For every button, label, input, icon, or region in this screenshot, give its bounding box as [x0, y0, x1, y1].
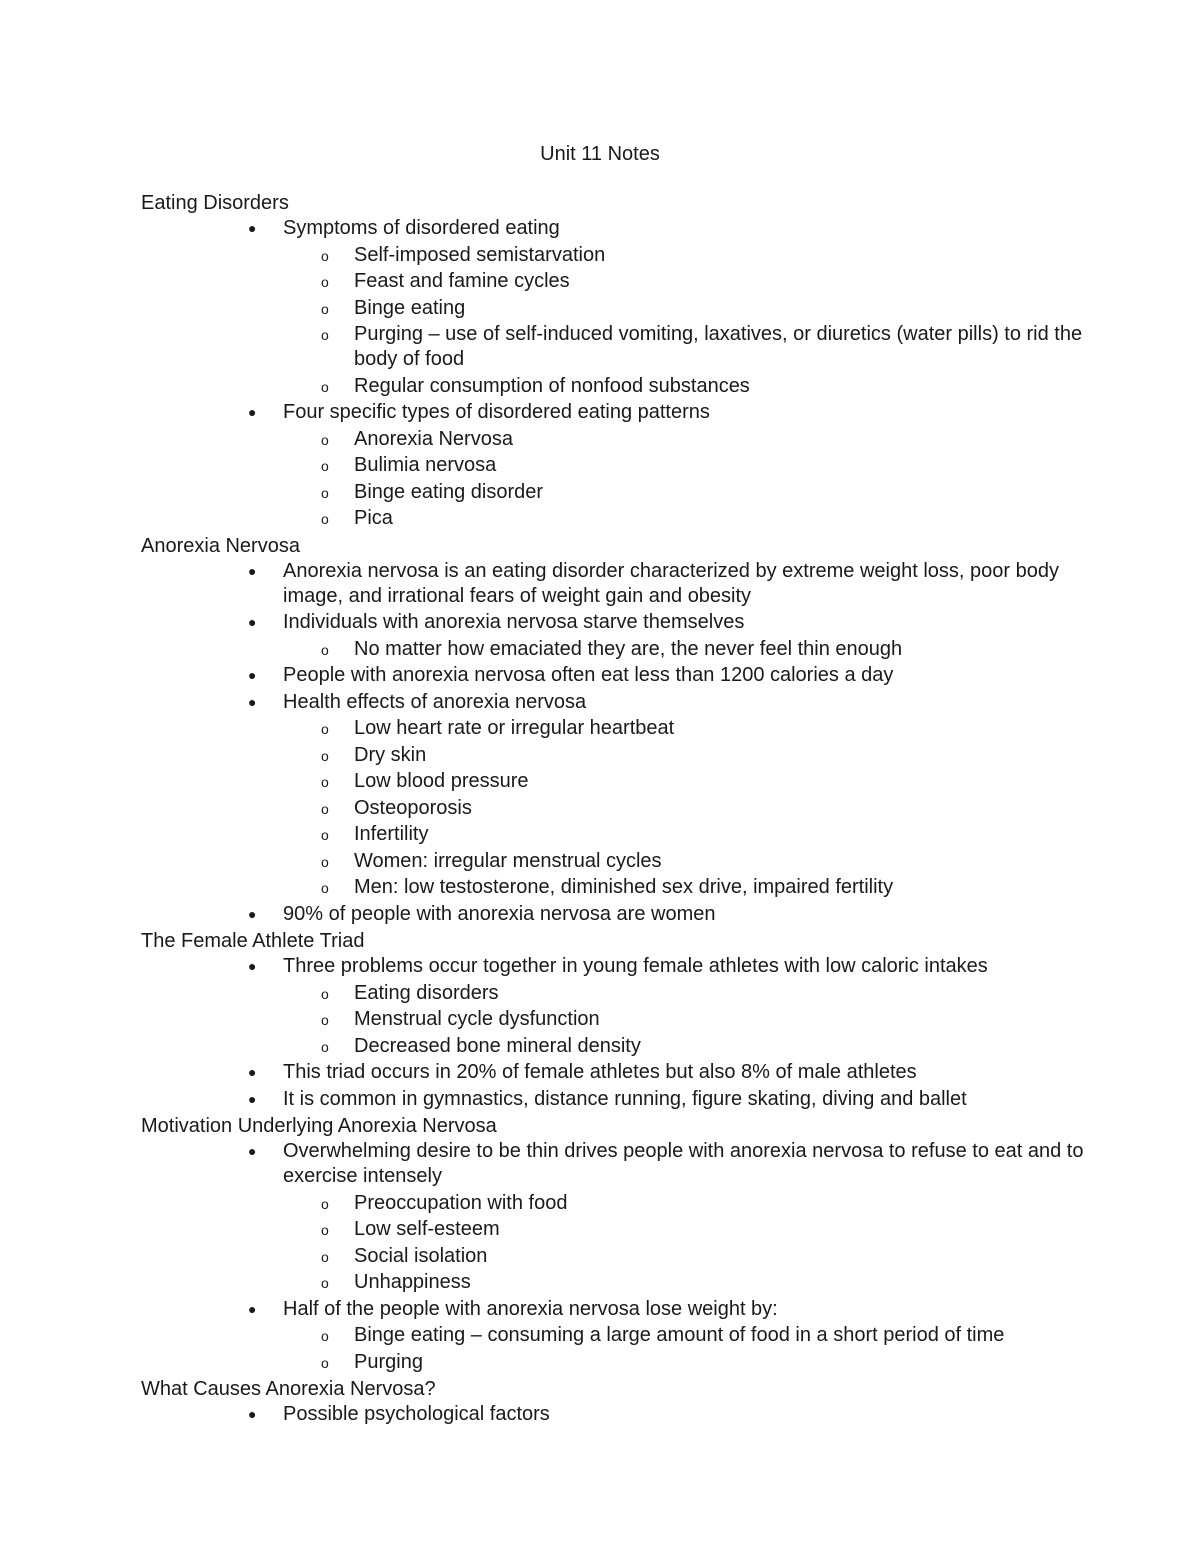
bullet-list: [141, 1139, 1101, 1375]
list-item: [141, 1139, 1101, 1189]
sub-list-item-text: Purging – use of self-induced vomiting, laxatives, or diuretics (water pills) to rid the body of food: [354, 323, 1083, 370]
bullet-icon: ●: [248, 905, 257, 922]
sub-list-item: [283, 427, 1101, 452]
circle-bullet-icon: o: [321, 511, 329, 527]
sub-list-item-text: Low self-esteem: [354, 1218, 500, 1240]
sub-list-item-text: Women: irregular menstrual cycles: [354, 849, 662, 872]
list-item-text: Half of the people with anorexia nervosa lose weight by:: [283, 1297, 778, 1320]
list-item-text: Health effects of anorexia nervosa: [283, 690, 587, 713]
bullet-icon: ●: [248, 667, 257, 683]
list-item: [141, 1060, 1101, 1085]
sub-list-container: [141, 243, 1101, 399]
sub-list-item-text: Bulimia nervosa: [354, 454, 497, 476]
sub-list-item: [283, 1007, 1101, 1032]
sub-list-item-text: Self-imposed semistarvation: [354, 243, 606, 266]
list-item: [141, 400, 1101, 425]
list-item-text: Individuals with anorexia nervosa starve themselves: [283, 611, 745, 633]
notes-body: [141, 190, 1101, 1429]
circle-bullet-icon: o: [321, 378, 329, 395]
circle-bullet-icon: o: [321, 853, 329, 870]
circle-bullet-icon: o: [321, 721, 329, 737]
circle-bullet-icon: o: [321, 1195, 329, 1212]
list-item: [141, 954, 1101, 979]
list-item-text: Symptoms of disordered eating: [283, 217, 560, 239]
sub-bullet-list: [283, 427, 1101, 532]
section-heading: The Female Athlete Triad: [141, 930, 365, 952]
circle-bullet-icon: o: [321, 300, 329, 317]
list-item-text: Three problems occur together in young female athletes with low caloric intakes: [283, 955, 988, 977]
circle-bullet-icon: o: [321, 800, 329, 817]
sub-list-item: [283, 1323, 1101, 1348]
sub-list-container: [141, 716, 1101, 900]
sub-list-item-text: Low heart rate or irregular heartbeat: [354, 717, 675, 739]
bullet-icon: ●: [248, 1064, 257, 1080]
circle-bullet-icon: o: [321, 827, 329, 843]
sub-list-item: [283, 743, 1101, 768]
list-item-text: 90% of people with anorexia nervosa are women: [283, 902, 716, 925]
bullet-list: [141, 1402, 1101, 1427]
bullet-icon: ●: [248, 693, 257, 710]
sub-list-item-text: Social isolation: [354, 1244, 488, 1267]
list-item-text: People with anorexia nervosa often eat less than 1200 calories a day: [283, 664, 894, 686]
sub-list-item: [283, 1217, 1101, 1242]
sub-list-item: [283, 716, 1101, 741]
sub-bullet-list: [283, 1323, 1101, 1375]
sub-list-item: [283, 981, 1101, 1006]
section-heading: Anorexia Nervosa: [141, 534, 300, 557]
sub-list-item: [283, 269, 1101, 294]
bullet-list: [141, 559, 1101, 927]
list-item: [141, 1087, 1101, 1112]
sub-list-item: [283, 480, 1101, 505]
sub-list-item: [283, 1350, 1101, 1375]
bullet-icon: ●: [248, 1406, 257, 1422]
sub-list-item-text: Osteoporosis: [354, 796, 472, 819]
list-item-text: This triad occurs in 20% of female athletes but also 8% of male athletes: [283, 1061, 917, 1083]
sub-list-item: [283, 243, 1101, 268]
bullet-icon: ●: [248, 1300, 257, 1317]
list-item: [141, 216, 1101, 241]
bullet-icon: ●: [248, 614, 257, 630]
circle-bullet-icon: o: [321, 431, 329, 448]
sub-list-item-text: Purging: [354, 1350, 423, 1373]
circle-bullet-icon: o: [321, 1354, 329, 1371]
circle-bullet-icon: o: [321, 1012, 329, 1028]
section-heading: Motivation Underlying Anorexia Nervosa: [141, 1115, 497, 1137]
sub-list-item: [283, 296, 1101, 321]
sub-list-item: [283, 769, 1101, 794]
sub-list-item: [283, 637, 1101, 662]
circle-bullet-icon: o: [321, 247, 329, 264]
sub-list-item: [283, 1244, 1101, 1269]
sub-list-item-text: Binge eating disorder: [354, 480, 544, 503]
sub-list-item: [283, 322, 1101, 372]
sub-list-item-text: Anorexia Nervosa: [354, 427, 513, 450]
sub-list-item-text: No matter how emaciated they are, the never feel thin enough: [354, 637, 903, 660]
section-heading: Eating Disorders: [141, 192, 289, 214]
section-heading: What Causes Anorexia Nervosa?: [141, 1378, 436, 1400]
sub-list-item-text: Preoccupation with food: [354, 1191, 568, 1214]
sub-list-container: [141, 427, 1101, 532]
circle-bullet-icon: o: [321, 641, 329, 658]
list-item: [141, 1402, 1101, 1427]
list-item-text: Four specific types of disordered eating patterns: [283, 401, 710, 423]
sub-list-item-text: Regular consumption of nonfood substances: [354, 374, 750, 397]
circle-bullet-icon: o: [321, 1275, 329, 1291]
list-item-text: Overwhelming desire to be thin drives people with anorexia nervosa to refuse to eat and to exercise intensely: [283, 1140, 1084, 1187]
bullet-icon: ●: [248, 958, 257, 974]
sub-list-container: [141, 981, 1101, 1059]
circle-bullet-icon: o: [321, 880, 329, 896]
sub-list-item-text: Unhappiness: [354, 1271, 471, 1293]
list-item: [141, 610, 1101, 635]
sub-list-item-text: Decreased bone mineral density: [354, 1034, 641, 1057]
sub-list-item-text: Dry skin: [354, 743, 427, 766]
list-item-text: It is common in gymnastics, distance running, figure skating, diving and ballet: [283, 1087, 967, 1110]
sub-list-item: [283, 506, 1101, 531]
sub-list-item-text: Pica: [354, 507, 393, 529]
sub-bullet-list: [283, 716, 1101, 900]
sub-list-item: [283, 1034, 1101, 1059]
page-title: Unit 11 Notes: [540, 143, 660, 165]
bullet-icon: ●: [248, 220, 257, 236]
circle-bullet-icon: o: [321, 484, 329, 501]
bullet-icon: ●: [248, 1090, 257, 1107]
bullet-icon: ●: [248, 562, 257, 579]
sub-list-item-text: Feast and famine cycles: [354, 270, 570, 292]
list-item-text: Possible psychological factors: [283, 1403, 550, 1425]
circle-bullet-icon: o: [321, 274, 329, 290]
sub-list-item-text: Binge eating: [354, 296, 466, 319]
sub-bullet-list: [283, 981, 1101, 1059]
sub-bullet-list: [283, 243, 1101, 399]
sub-list-item: [283, 875, 1101, 900]
sub-list-item-text: Infertility: [354, 823, 429, 845]
list-item: [141, 690, 1101, 715]
sub-list-item: [283, 1191, 1101, 1216]
circle-bullet-icon: o: [321, 1248, 329, 1265]
sub-bullet-list: [283, 1191, 1101, 1296]
list-item: [141, 1297, 1101, 1322]
list-item-text: Anorexia nervosa is an eating disorder characterized by extreme weight loss, poor body image, and irrational fears of weight gain and obesity: [283, 559, 1059, 607]
bullet-list: [141, 954, 1101, 1112]
sub-list-item: [283, 796, 1101, 821]
bullet-list: [141, 216, 1101, 531]
list-item: [141, 559, 1101, 609]
list-item: [141, 663, 1101, 688]
circle-bullet-icon: o: [321, 774, 329, 790]
sub-list-item: [283, 374, 1101, 399]
circle-bullet-icon: o: [321, 1328, 329, 1344]
bullet-icon: ●: [248, 404, 257, 420]
sub-list-container: [141, 1323, 1101, 1375]
sub-list-item-text: Low blood pressure: [354, 770, 529, 792]
sub-list-item: [283, 453, 1101, 478]
circle-bullet-icon: o: [321, 1222, 329, 1238]
sub-list-item-text: Binge eating – consuming a large amount of food in a short period of time: [354, 1324, 1005, 1346]
sub-list-item: [283, 849, 1101, 874]
list-item: [141, 902, 1101, 927]
sub-list-item-text: Men: low testosterone, diminished sex drive, impaired fertility: [354, 876, 894, 898]
circle-bullet-icon: o: [321, 985, 329, 1002]
sub-list-item: [283, 822, 1101, 847]
bullet-icon: ●: [248, 1143, 257, 1159]
circle-bullet-icon: o: [321, 327, 329, 343]
sub-list-container: [141, 1191, 1101, 1296]
sub-list-item-text: Menstrual cycle dysfunction: [354, 1008, 600, 1030]
circle-bullet-icon: o: [321, 458, 329, 474]
sub-list-container: [141, 637, 1101, 662]
circle-bullet-icon: o: [321, 1038, 329, 1055]
circle-bullet-icon: o: [321, 747, 329, 764]
sub-list-item: [283, 1270, 1101, 1295]
sub-list-item-text: Eating disorders: [354, 981, 499, 1004]
sub-bullet-list: [283, 637, 1101, 662]
